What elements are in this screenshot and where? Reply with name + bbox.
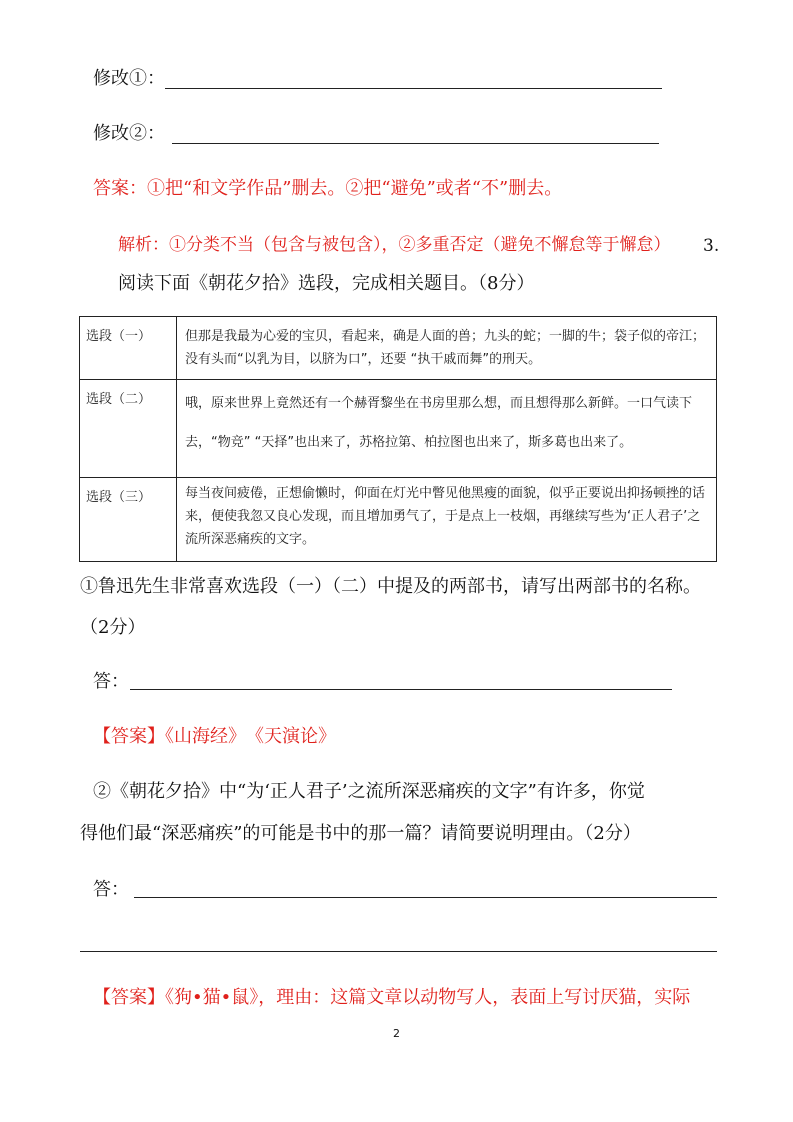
excerpt-3-text: 每当夜间疲倦，正想偷懒时，仰面在灯光中瞥见他黑瘦的面貌，似乎正要说出抑扬顿挫的话来，便使我忽又良心发现，而且增加勇气了，于是点上一枝烟，再继续写些为‘正人君子’之流所深恶痛疾的文字。 [185, 486, 706, 547]
table-row [80, 380, 717, 478]
answer-1-blank[interactable] [130, 689, 672, 690]
excerpt-1-text: 但那是我最为心爱的宝贝，看起来，确是人面的兽；九头的蛇；一脚的牛；袋子似的帝江；没有头而“以乳为目，以脐为口”，还要 “执干戚而舞”的刑天。 [185, 329, 706, 367]
excerpt-text [177, 478, 717, 562]
excerpt-text [177, 317, 717, 380]
excerpt-2-text-a: 哦，原来世界上竟然还有一个赫胥黎坐在书房里那么想，而且想得那么新鲜。一口气读下 [185, 396, 693, 411]
table-row [80, 317, 717, 380]
excerpt-2-text-b: 去，“物竞” “天择”也出来了，苏格拉第、柏拉图也出来了，斯多葛也出来了。 [185, 435, 633, 450]
edit-2-blank[interactable] [172, 143, 659, 144]
answer-2-key [93, 986, 690, 1010]
answer-reason: 《狗•猫•鼠》，理由：这篇文章以动物写人，表面上写讨厌猫，实际 [165, 987, 691, 1008]
answer-1-key [93, 725, 336, 749]
excerpt-table [79, 316, 717, 562]
question-2-text: ②《朝花夕拾》中“为‘正人君子’之流所深恶痛疾的文字”有许多，你觉 [93, 781, 645, 802]
excerpt-label: 选段（二） [80, 380, 177, 478]
answer-2-label: 答： [93, 879, 129, 900]
question-1-text: ①鲁迅先生非常喜欢选段（一）（二）中提及的两部书，请写出两部书的名称。 [80, 576, 701, 597]
question-2-text-cont: 得他们最“深恶痛疾”的可能是书中的那一篇？请简要说明理由。（2分） [80, 823, 641, 844]
answer-tag: 【答案】 [93, 987, 165, 1008]
answer-2-blank[interactable] [134, 897, 717, 898]
question-number: 3. [703, 236, 720, 256]
answer-1-label: 答： [93, 671, 129, 692]
excerpt-text [177, 380, 717, 478]
question-1-score: （2分） [80, 617, 146, 638]
table-row [80, 478, 717, 562]
answer-tag: 【答案】 [93, 726, 165, 747]
edit-1-label: 修改①： [93, 68, 165, 89]
answer-text: 答案：①把“和文学作品”删去。②把“避免”或者“不”删去。 [93, 178, 563, 199]
answer-books: 《山海经》 《天演论》 [165, 726, 336, 747]
excerpt-label: 选段（三） [80, 478, 177, 562]
excerpt-label: 选段（一） [80, 317, 177, 380]
analysis-text: 解析：①分类不当（包含与被包含），②多重否定（避免不懈怠等于懈怠） [118, 235, 671, 255]
reading-intro: 阅读下面《朝花夕拾》选段，完成相关题目。（8分） [118, 273, 535, 294]
answer-2-blank-line-2[interactable] [80, 951, 717, 952]
page-number: 2 [393, 1027, 400, 1040]
edit-1-blank[interactable] [165, 88, 662, 89]
edit-2-label: 修改②： [93, 123, 165, 144]
